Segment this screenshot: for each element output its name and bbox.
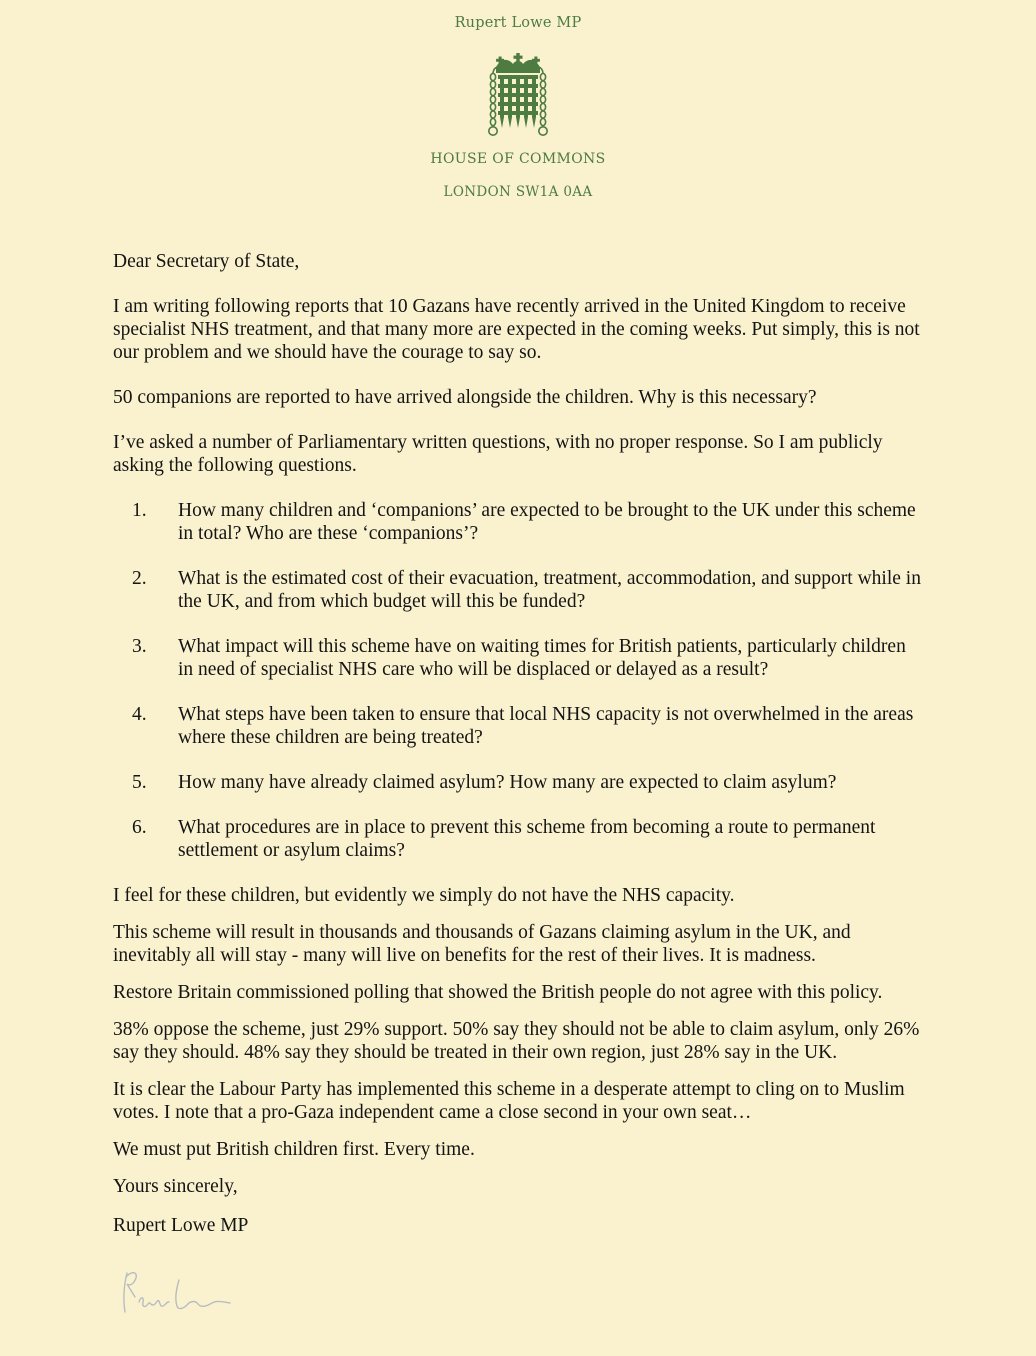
question-number: 1. <box>132 500 147 521</box>
question-item <box>113 567 925 613</box>
question-text: What procedures are in place to prevent this scheme from becoming a route to permanent settlement or asylum claims? <box>178 817 876 861</box>
valediction: Yours sincerely, <box>113 1176 238 1197</box>
question-item <box>113 635 925 681</box>
letterhead-organisation: HOUSE OF COMMONS <box>430 151 606 167</box>
letter-body <box>113 250 925 1325</box>
signer-name: Rupert Lowe MP <box>113 1215 249 1236</box>
question-text: What steps have been taken to ensure that local NHS capacity is not overwhelmed in the areas where these children are being treated? <box>178 704 914 748</box>
closing-paragraph: 38% oppose the scheme, just 29% support. 50% say they should not be able to claim asylum, only 26% say they should. 48% say they should be treated in their own region, just 28% say in the UK. <box>113 1019 920 1063</box>
question-item <box>113 816 925 862</box>
question-number: 6. <box>132 817 147 838</box>
closing-paragraph: This scheme will result in thousands and thousands of Gazans claiming asylum in the UK, and inevitably all will stay - many will live on benefits for the rest of their lives. It is madness. <box>113 922 851 966</box>
intro-paragraph: 50 companions are reported to have arrived alongside the children. Why is this necessary? <box>113 387 817 408</box>
handwritten-signature-icon <box>117 1265 247 1325</box>
closing-paragraph: I feel for these children, but evidently we simply do not have the NHS capacity. <box>113 885 735 906</box>
question-item <box>113 771 925 794</box>
question-text: How many children and ‘companions’ are expected to be brought to the UK under this scheme in total? Who are these ‘companions’? <box>178 500 916 544</box>
question-item <box>113 703 925 749</box>
question-number: 2. <box>132 568 147 589</box>
intro-paragraph: I am writing following reports that 10 Gazans have recently arrived in the United Kingdom to receive specialist NHS treatment, and that many more are expected in the coming weeks. Put simply, this is not our problem and we should have the courage to say so. <box>113 296 920 363</box>
salutation: Dear Secretary of State, <box>113 251 300 272</box>
letterhead-mp-name: Rupert Lowe MP <box>454 15 582 31</box>
question-text: What impact will this scheme have on waiting times for British patients, particularly children in need of specialist NHS care who will be displaced or delayed as a result? <box>178 636 906 680</box>
letterhead-address: LONDON SW1A 0AA <box>443 184 593 200</box>
letterhead <box>0 0 1036 200</box>
questions-list <box>113 499 925 862</box>
question-number: 4. <box>132 704 147 725</box>
question-item <box>113 499 925 545</box>
intro-paragraph: I’ve asked a number of Parliamentary written questions, with no proper response. So I am publicly asking the following questions. <box>113 432 883 476</box>
question-number: 3. <box>132 636 147 657</box>
closing-paragraph: It is clear the Labour Party has implemented this scheme in a desperate attempt to cling on to Muslim votes. I note that a pro-Gaza independent came a close second in your own seat… <box>113 1079 905 1123</box>
portcullis-logo-icon <box>486 53 550 141</box>
closing-paragraph: We must put British children first. Every time. <box>113 1139 475 1160</box>
question-text: What is the estimated cost of their evacuation, treatment, accommodation, and support while in the UK, and from which budget will this be funded? <box>178 568 921 612</box>
question-text: How many have already claimed asylum? How many are expected to claim asylum? <box>178 772 837 793</box>
closing-paragraph: Restore Britain commissioned polling that showed the British people do not agree with this policy. <box>113 982 883 1003</box>
question-number: 5. <box>132 772 147 793</box>
